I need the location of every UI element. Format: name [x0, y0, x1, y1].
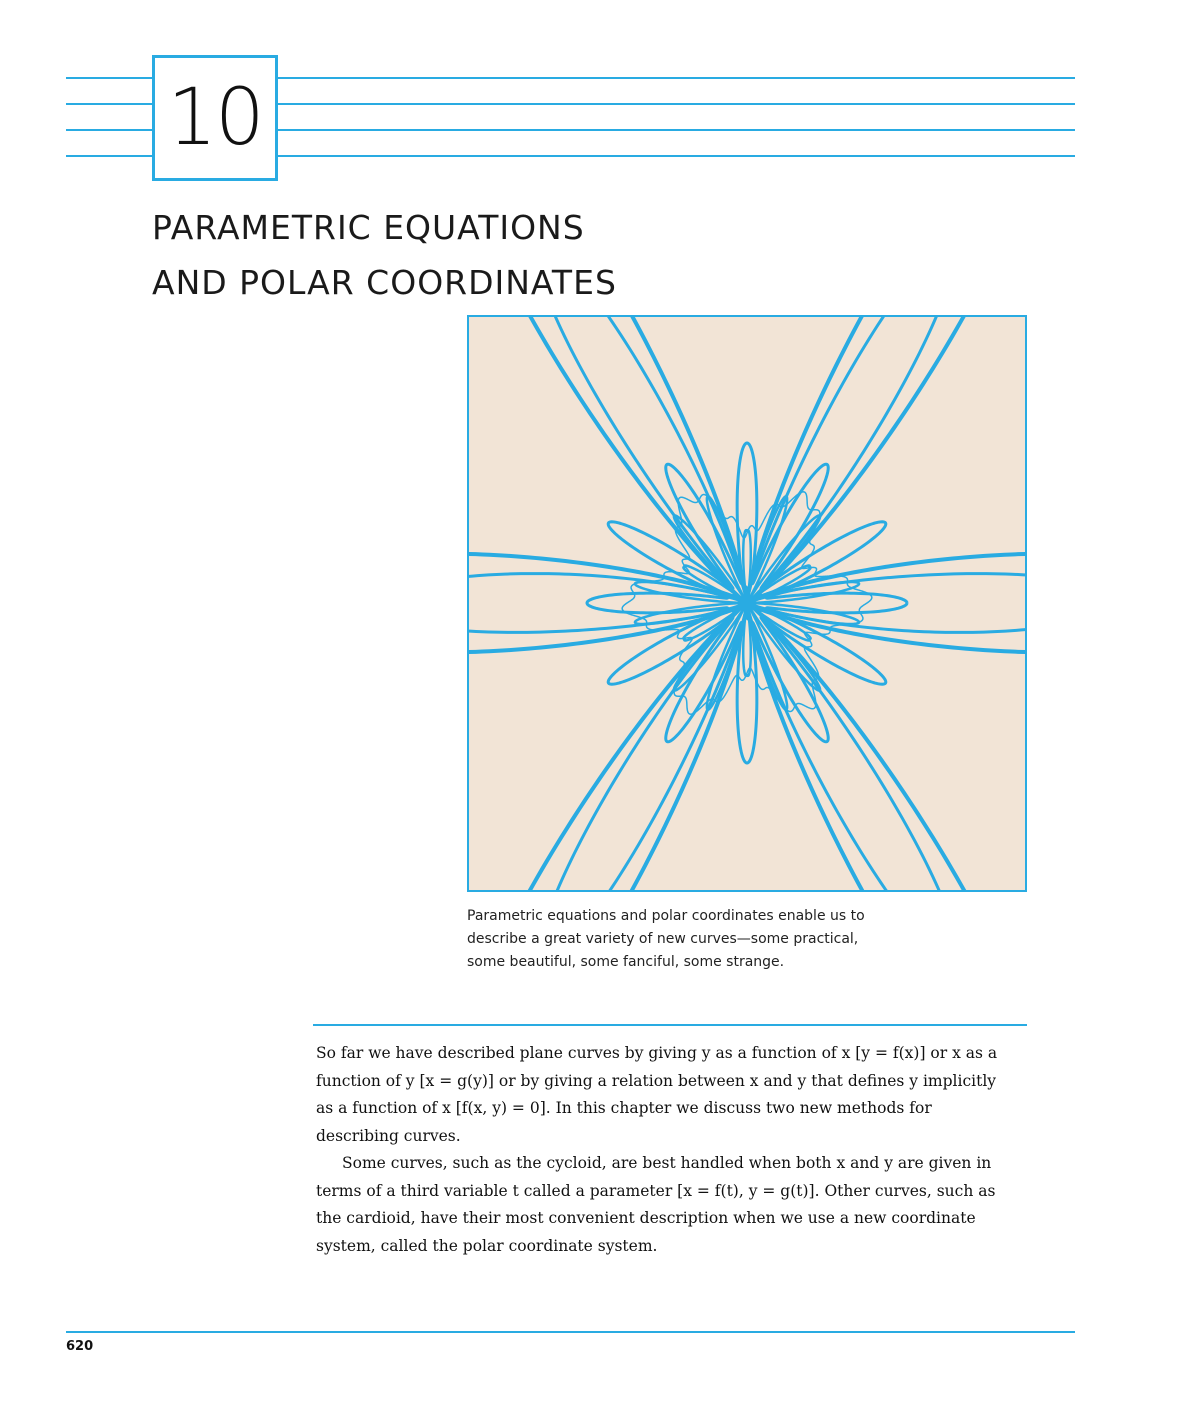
- footer-rule: [66, 1331, 1075, 1333]
- header-rule-left-2: [66, 103, 153, 105]
- chapter-figure: [467, 315, 1027, 892]
- figure-caption: [467, 905, 907, 974]
- chapter-title-line-1: PARAMETRIC EQUATIONS: [152, 208, 585, 247]
- chapter-number-box: [152, 55, 278, 181]
- header-rule-left-4: [66, 155, 153, 157]
- header-rule-left-1: [66, 77, 153, 79]
- header-rule-left-3: [66, 129, 153, 131]
- chapter-number: 10: [167, 73, 263, 163]
- caption-line-3: some beautiful, some fanciful, some strange.: [467, 954, 785, 970]
- polar-curve-group: [469, 317, 1025, 890]
- intro-paragraph-1: So far we have described plane curves by giving y as a function of x [y = f(x)] or x as a function of y [x = g(y)] or by giving a relation between x and y that defines y implicitly as a function of x [f(x, y) = 0]. In this chapter we discuss two new methods for describing curves.: [316, 1044, 998, 1145]
- chapter-title: [152, 200, 617, 310]
- intro-paragraph-2: Some curves, such as the cycloid, are best handled when both x and y are given in terms of a third variable t called a parameter [x = f(t), y = g(t)]. Other curves, such as the cardioid, have their most convenient description when we use a new coordinate system, called the polar coordinate system.: [316, 1154, 996, 1255]
- header-rule-right-3: [278, 129, 1075, 131]
- center-burst-curve: [635, 496, 859, 709]
- header-rule-right-2: [278, 103, 1075, 105]
- caption-line-1: Parametric equations and polar coordinates enable us to: [467, 908, 865, 924]
- header-rule-right-4: [278, 155, 1075, 157]
- chapter-title-line-2: AND POLAR COORDINATES: [152, 263, 617, 302]
- header-rule-right-1: [278, 77, 1075, 79]
- polar-curve-illustration: [469, 317, 1025, 890]
- caption-line-2: describe a great variety of new curves—some practical,: [467, 931, 859, 947]
- intro-rule: [313, 1024, 1027, 1026]
- chapter-intro: [316, 1040, 1016, 1260]
- page-number: 620: [66, 1339, 94, 1354]
